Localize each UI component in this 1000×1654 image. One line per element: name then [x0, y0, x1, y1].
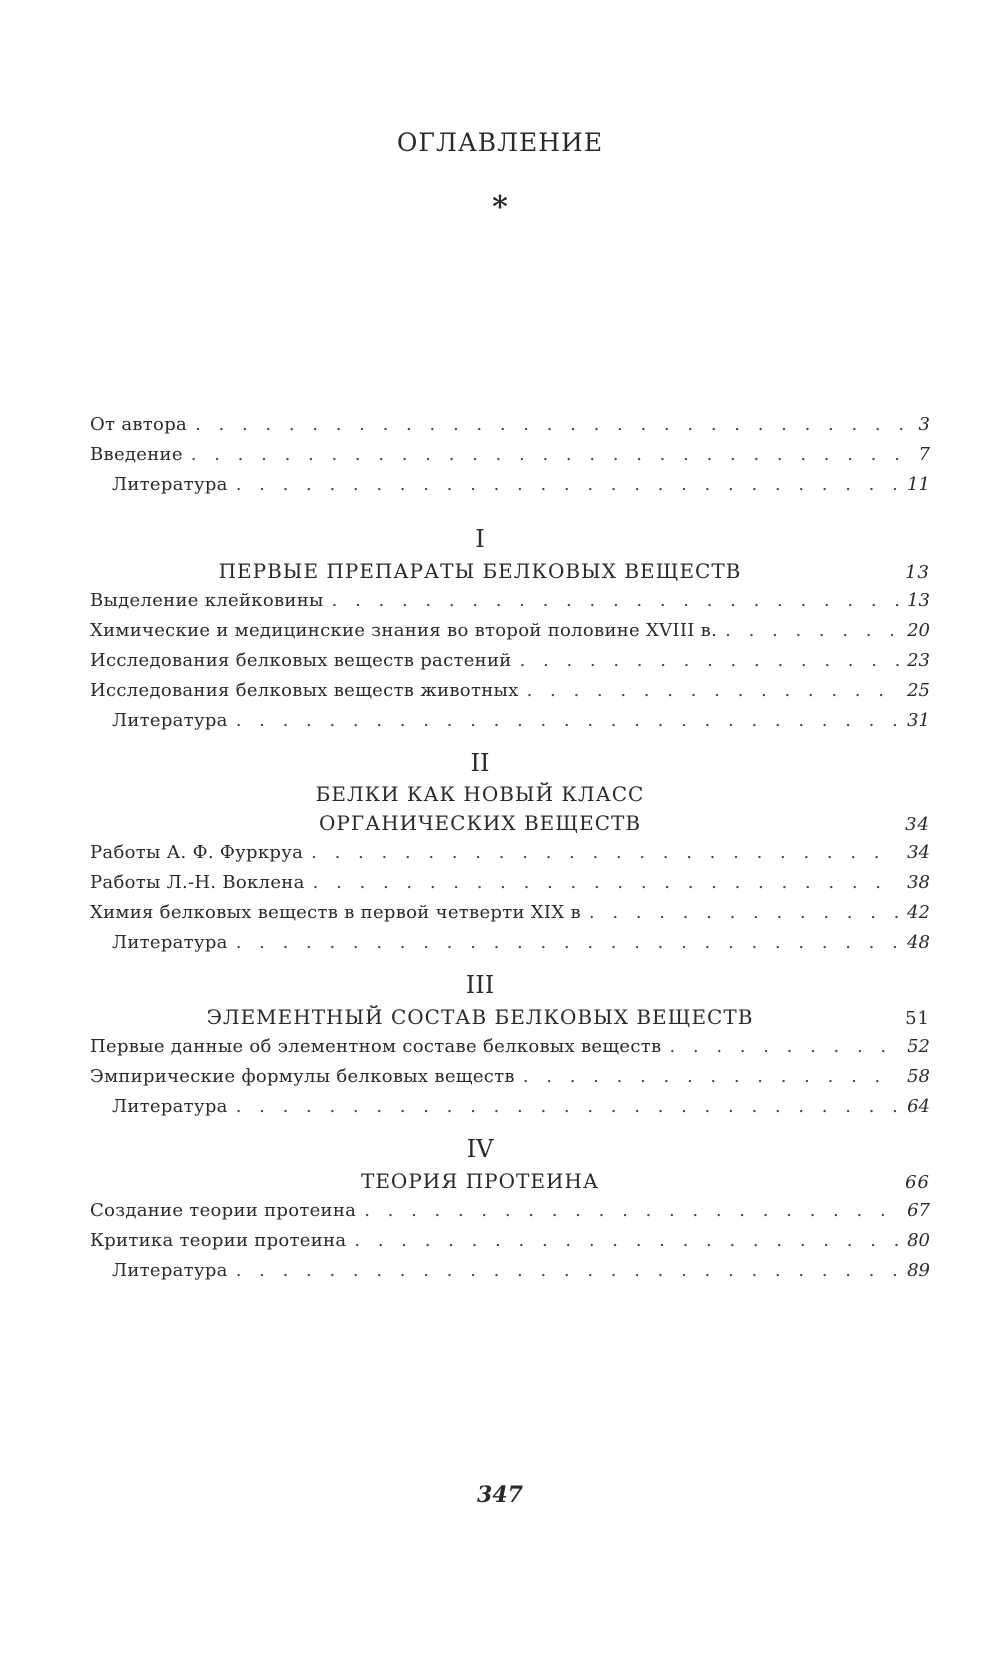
leader-dots	[669, 1032, 899, 1062]
chapter-page: 66	[905, 1172, 930, 1193]
toc-entry[interactable]	[90, 410, 930, 440]
toc-entry-page: 23	[907, 650, 930, 671]
toc-entry-page: 34	[907, 842, 930, 863]
toc-entry-page: 7	[918, 444, 930, 465]
toc-entry[interactable]	[90, 1092, 930, 1122]
toc-entry-label: Исследования белковых веществ растений	[90, 650, 512, 671]
toc-entry[interactable]	[90, 898, 930, 928]
toc-entry[interactable]	[90, 470, 930, 500]
toc-entry-label: Выделение клейковины	[90, 590, 324, 611]
toc-entry-page: 58	[907, 1066, 930, 1087]
chapter-number: I	[475, 525, 485, 553]
toc-entry-page: 89	[907, 1260, 930, 1281]
leader-dots	[195, 410, 904, 440]
toc-entry[interactable]	[90, 1256, 930, 1286]
chapter-title: ТЕОРИЯ ПРОТЕИНА	[360, 1169, 599, 1193]
toc-entry[interactable]	[90, 868, 930, 898]
toc-entry-label: От автора	[90, 414, 188, 435]
chapter-heading[interactable]	[90, 556, 930, 586]
toc-entry-page: 3	[918, 414, 930, 435]
chapter-number: II	[470, 749, 490, 777]
leader-dots	[236, 470, 899, 500]
toc-entry-page: 80	[907, 1230, 930, 1251]
chapter-page: 34	[905, 814, 930, 835]
toc-entry[interactable]	[90, 706, 930, 736]
toc-entry-page: 20	[907, 620, 930, 641]
toc-entry-page: 52	[907, 1036, 930, 1057]
chapter-number: IV	[466, 1135, 494, 1163]
chapter-title: ЭЛЕМЕНТНЫЙ СОСТАВ БЕЛКОВЫХ ВЕЩЕСТВ	[206, 1005, 754, 1029]
toc-entry-label: Литература	[112, 1260, 228, 1281]
toc-entry[interactable]	[90, 646, 930, 676]
leader-dots	[311, 838, 899, 868]
toc-entry-label: Исследования белковых веществ животных	[90, 680, 519, 701]
toc-entry-label: Эмпирические формулы белковых веществ	[90, 1066, 515, 1087]
toc-entry[interactable]	[90, 616, 930, 646]
toc-entry-page: 67	[907, 1200, 930, 1221]
leader-dots	[354, 1226, 899, 1256]
chapter-number: III	[465, 971, 495, 999]
toc-entry-page: 25	[907, 680, 930, 701]
leader-dots	[313, 868, 899, 898]
chapter-title: ОРГАНИЧЕСКИХ ВЕЩЕСТВ	[318, 811, 642, 835]
toc-entry-label: Критика теории протеина	[90, 1230, 347, 1251]
page-title: ОГЛАВЛЕНИЕ	[396, 128, 604, 157]
leader-dots	[520, 646, 900, 676]
page-number: 347	[477, 1482, 523, 1508]
chapter-heading[interactable]	[90, 808, 930, 838]
leader-dots	[332, 586, 899, 616]
toc-entry-page: 31	[907, 710, 930, 731]
leader-dots	[236, 1256, 899, 1286]
toc-entry-label: Работы А. Ф. Фуркруа	[90, 842, 304, 863]
toc-entry-label: Создание теории протеина	[90, 1200, 357, 1221]
toc-entry-page: 48	[907, 932, 930, 953]
toc-entry-label: Литература	[112, 932, 228, 953]
toc-entry[interactable]	[90, 1062, 930, 1092]
chapter-page: 51	[905, 1008, 930, 1029]
toc-entry[interactable]	[90, 440, 930, 470]
leader-dots	[589, 898, 899, 928]
toc-entry[interactable]	[90, 838, 930, 868]
toc-entry-label: Литература	[112, 710, 228, 731]
table-of-contents	[90, 410, 930, 1286]
toc-entry-label: Введение	[90, 444, 183, 465]
chapter-heading[interactable]	[90, 1002, 930, 1032]
leader-dots	[191, 440, 905, 470]
leader-dots	[725, 616, 899, 646]
toc-entry[interactable]	[90, 586, 930, 616]
toc-entry-label: Литература	[112, 1096, 228, 1117]
chapter-title: ПЕРВЫЕ ПРЕПАРАТЫ БЕЛКОВЫХ ВЕЩЕСТВ	[218, 559, 742, 583]
asterisk-ornament-icon: *	[492, 190, 508, 225]
toc-entry-page: 38	[907, 872, 930, 893]
toc-entry-label: Первые данные об элементном составе белковых веществ	[90, 1036, 662, 1057]
toc-entry-page: 13	[907, 590, 930, 611]
toc-entry-page: 11	[907, 474, 930, 495]
leader-dots	[236, 928, 899, 958]
toc-entry[interactable]	[90, 1226, 930, 1256]
toc-entry-label: Литература	[112, 474, 228, 495]
toc-entry[interactable]	[90, 928, 930, 958]
toc-entry-label: Работы Л.-Н. Воклена	[90, 872, 305, 893]
chapter-title-line: БЕЛКИ КАК НОВЫЙ КЛАСС	[315, 782, 645, 806]
toc-entry[interactable]	[90, 1196, 930, 1226]
leader-dots	[236, 1092, 899, 1122]
toc-entry-page: 64	[907, 1096, 930, 1117]
toc-entry-page: 42	[907, 902, 930, 923]
toc-entry-label: Химия белковых веществ в первой четверти XIX в	[90, 902, 581, 923]
leader-dots	[527, 676, 900, 706]
chapter-heading[interactable]	[90, 1166, 930, 1196]
leader-dots	[236, 706, 899, 736]
leader-dots	[364, 1196, 899, 1226]
toc-entry-label: Химические и медицинские знания во второй половине XVIII в.	[90, 620, 718, 641]
toc-entry[interactable]	[90, 1032, 930, 1062]
toc-entry[interactable]	[90, 676, 930, 706]
chapter-page: 13	[905, 562, 930, 583]
leader-dots	[523, 1062, 899, 1092]
